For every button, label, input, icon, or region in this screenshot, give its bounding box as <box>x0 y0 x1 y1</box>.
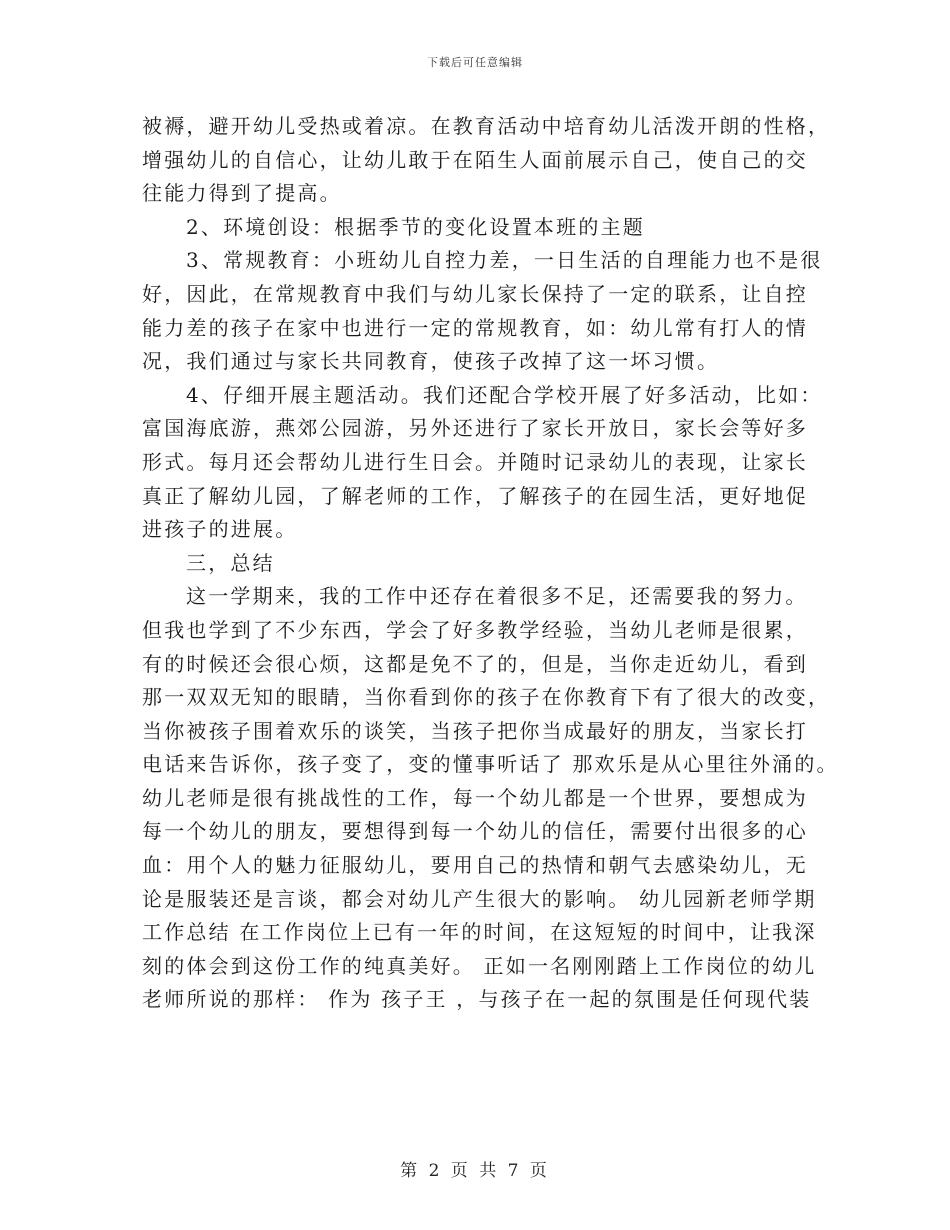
document-body <box>142 110 839 1017</box>
text-line: 2、环境创设：根据季节的变化设置本班的主题 <box>186 214 645 239</box>
text-line: 论是服装还是言谈，都会对幼儿产生很大的影响。 幼儿园新老师学期 <box>142 886 817 911</box>
text-line: 进孩子的进展。 <box>142 517 298 542</box>
text-line: 形式。每月还会帮幼儿进行生日会。并随时记录幼儿的表现，让家长 <box>142 449 808 474</box>
text-line: 这一学期来，我的工作中还存在着很多不足，还需要我的努力。 <box>186 584 808 609</box>
text-line: 电话来告诉你，孩子变了，变的懂事听话了 那欢乐是从心里往外涌的。 <box>142 752 839 777</box>
text-line: 况，我们通过与家长共同教育，使孩子改掉了这一坏习惯。 <box>142 349 720 374</box>
text-line: 每一个幼儿的朋友，要想得到每一个幼儿的信任，需要付出很多的心 <box>142 819 808 844</box>
text-line: 增强幼儿的自信心，让幼儿敢于在陌生人面前展示自己，使自己的交 <box>142 147 808 172</box>
text-line: 4、仔细开展主题活动。我们还配合学校开展了好多活动，比如： <box>186 382 823 407</box>
text-line: 但我也学到了不少东西，学会了好多教学经验，当幼儿老师是很累， <box>142 617 808 642</box>
text-line: 往能力得到了提高。 <box>142 181 342 206</box>
text-line: 刻的体会到这份工作的纯真美好。 正如一名刚刚踏上工作岗位的幼儿 <box>142 953 817 978</box>
text-line: 血：用个人的魅力征服幼儿，要用自己的热情和朝气去感染幼儿，无 <box>142 853 808 878</box>
text-line: 富国海底游，燕郊公园游，另外还进行了家长开放日，家长会等好多 <box>142 416 808 441</box>
text-line: 幼儿老师是很有挑战性的工作，每一个幼儿都是一个世界，要想成为 <box>142 785 808 810</box>
text-line: 有的时候还会很心烦，这都是免不了的，但是，当你走近幼儿，看到 <box>142 651 808 676</box>
text-line: 老师所说的那样： 作为 孩子王 ，与孩子在一起的氛围是任何现代装 <box>142 987 812 1012</box>
text-line: 真正了解幼儿园，了解老师的工作，了解孩子的在园生活，更好地促 <box>142 483 808 508</box>
text-line: 当你被孩子围着欢乐的谈笑，当孩子把你当成最好的朋友，当家长打 <box>142 718 808 743</box>
page-number-footer: 第 2 页 共 7 页 <box>400 1161 550 1181</box>
text-line: 那一双双无知的眼睛，当你看到你的孩子在你教育下有了很大的改变， <box>142 685 831 710</box>
text-line: 被褥，避开幼儿受热或着凉。在教育活动中培育幼儿活泼开朗的性格， <box>142 114 831 138</box>
text-line: 好，因此，在常规教育中我们与幼儿家长保持了一定的联系，让自控 <box>142 281 808 306</box>
text-line: 3、常规教育：小班幼儿自控力差，一日生活的自理能力也不是很 <box>186 248 823 273</box>
page-header-note: 下载后可任意编辑 <box>427 56 523 69</box>
text-line: 能力差的孩子在家中也进行一定的常规教育，如：幼儿常有打人的情 <box>142 315 808 340</box>
text-line: 三，总结 <box>186 550 275 575</box>
text-line: 工作总结 在工作岗位上已有一年的时间，在这短短的时间中，让我深 <box>142 920 817 945</box>
